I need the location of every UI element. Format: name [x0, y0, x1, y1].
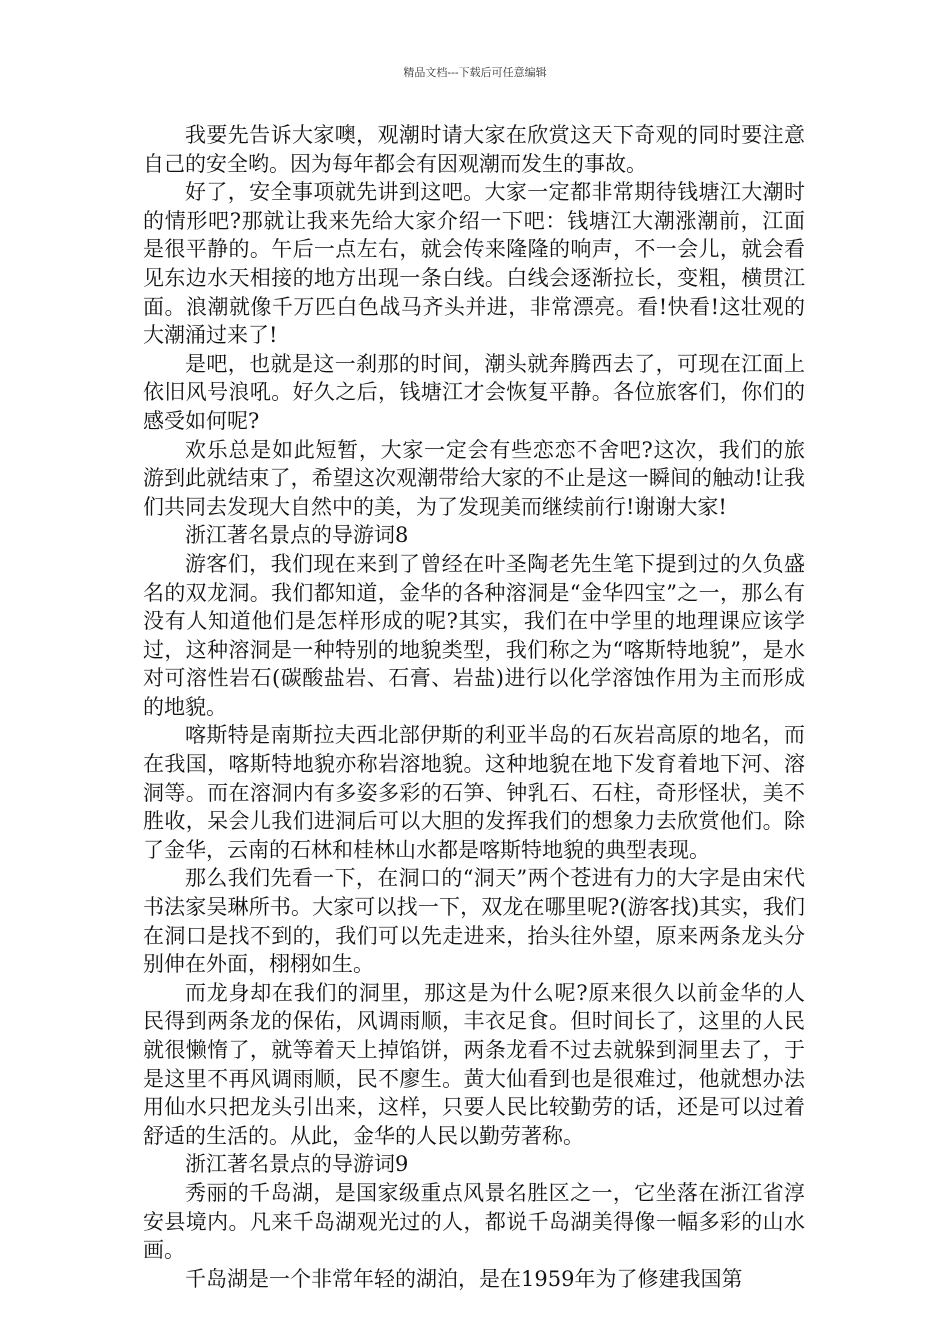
paragraph: 好了，安全事项就先讲到这吧。大家一定都非常期待钱塘江大潮时的情形吧?那就让我来先给大家介绍一下吧：钱塘江大潮涨潮前，江面是很平静的。午后一点左右，就会传来隆隆的响声，不一会儿，就会看见东边水天相接的地方出现一条白线。白线会逐渐拉长，变粗，横贯江面。浪潮就像千万匹白色战马齐头并进，非常漂亮。看!快看!这壮观的大潮涌过来了! [143, 180, 805, 348]
paragraph: 欢乐总是如此短暂，大家一定会有些恋恋不舍吧?这次，我们的旅游到此就结束了，希望这次观潮带给大家的不止是这一瞬间的触动!让我们共同去发现大自然中的美，为了发现美而继续前行!谢谢大家! [143, 437, 805, 519]
paragraph: 我要先告诉大家噢，观潮时请大家在欣赏这天下奇观的同时要注意自己的安全哟。因为每年都会有因观潮而发生的事故。 [143, 123, 805, 176]
paragraph: 那么我们先看一下，在洞口的“洞天”两个苍进有力的大字是由宋代书法家吴琳所书。大家可以找一下，双龙在哪里呢?(游客找)其实，我们在洞口是找不到的，我们可以先走进来，抬头往外望，原来两条龙头分别伸在外面，栩栩如生。 [143, 866, 805, 977]
paragraph: 游客们，我们现在来到了曾经在叶圣陶老先生笔下提到过的久负盛名的双龙洞。我们都知道，金华的各种溶洞是“金华四宝”之一，那么有没有人知道他们是怎样形成的呢?其实，我们在中学里的地理课应该学过，这种溶洞是一种特别的地貌类型，我们称之为“喀斯特地貌”，是水对可溶性岩石(碳酸盐岩、石膏、岩盐)进行以化学溶蚀作用为主而形成的地貌。 [143, 551, 805, 719]
paragraph: 是吧，也就是这一刹那的时间，潮头就奔腾西去了，可现在江面上依旧风号浪吼。好久之后，钱塘江才会恢复平静。各位旅客们，你们的感受如何呢? [143, 351, 805, 433]
section-heading: 浙江著名景点的导游词9 [185, 1152, 409, 1177]
document-body [143, 121, 805, 1293]
section-heading: 浙江著名景点的导游词8 [185, 523, 409, 548]
paragraph: 千岛湖是一个非常年轻的湖泊，是在1959年为了修建我国第 [185, 1266, 743, 1291]
paragraph: 喀斯特是南斯拉夫西北部伊斯的利亚半岛的石灰岩高原的地名，而在我国，喀斯特地貌亦称岩溶地貌。这种地貌在地下发育着地下河、溶洞等。而在溶洞内有多姿多彩的石笋、钟乳石、石柱，奇形怪状，美不胜收，呆会儿我们进洞后可以大胆的发挥我们的想象力去欣赏他们。除了金华，云南的石林和桂林山水都是喀斯特地貌的典型表现。 [143, 723, 805, 862]
page-header: 精品文档---下载后可任意编辑 [403, 66, 547, 79]
paragraph: 秀丽的千岛湖，是国家级重点风景名胜区之一，它坐落在浙江省淳安县境内。凡来千岛湖观光过的人，都说千岛湖美得像一幅多彩的山水画。 [143, 1180, 805, 1263]
paragraph: 而龙身却在我们的洞里，那这是为什么呢?原来很久以前金华的人民得到两条龙的保佑，风调雨顺，丰衣足食。但时间长了，这里的人民就很懒惰了，就等着天上掉馅饼，两条龙看不过去就躲到洞里去了，于是这里不再风调雨顺，民不廖生。黄大仙看到也是很难过，他就想办法用仙水只把龙头引出来，这样，只要人民比较勤劳的话，还是可以过着舒适的生活的。从此，金华的人民以勤劳著称。 [143, 980, 805, 1148]
